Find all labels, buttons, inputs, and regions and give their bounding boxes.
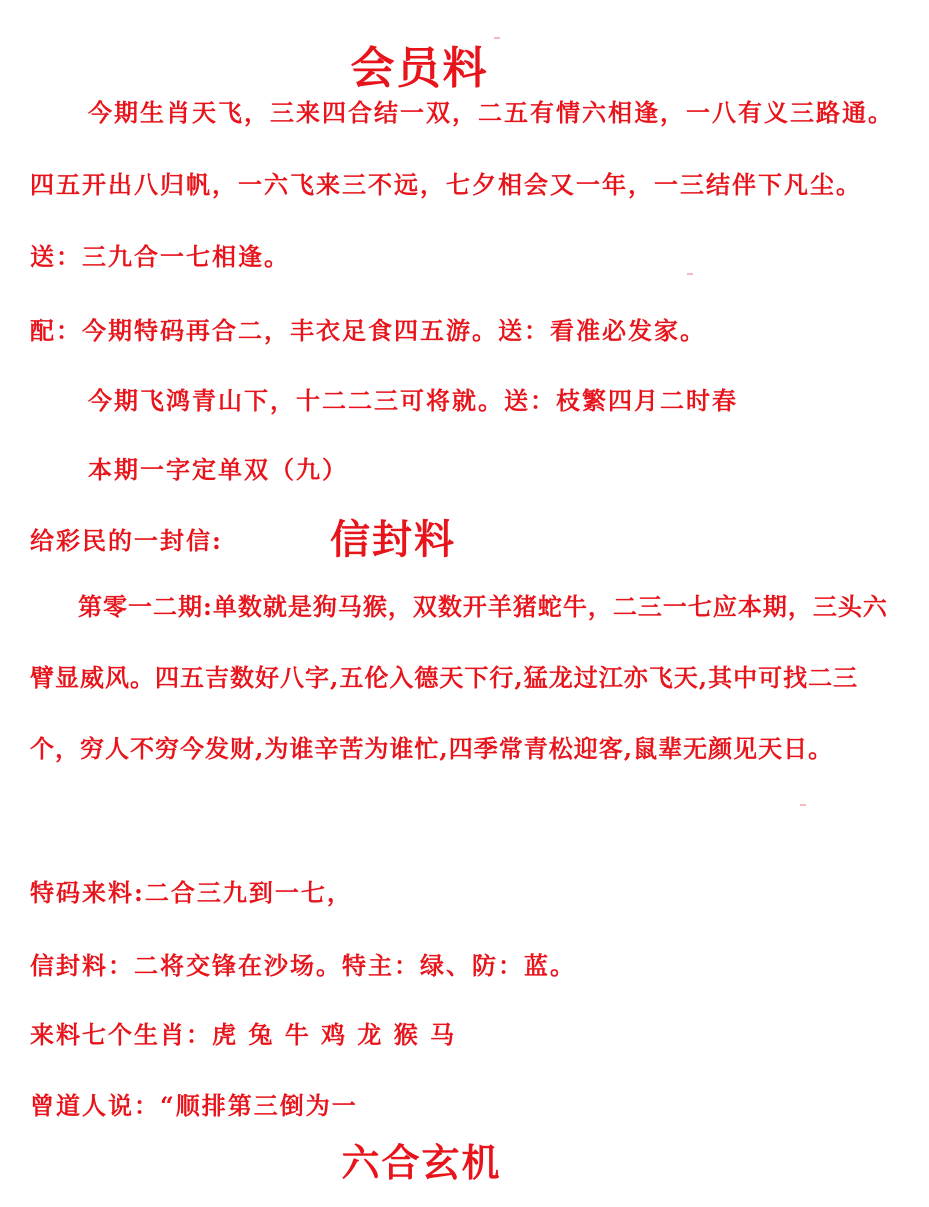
- issue-paragraph: 第零一二期:单数就是狗马猴，双数开羊猪蛇牛，二三一七应本期，三头六臂显威风。四五吉数好八字,五伦入德天下行,猛龙过江亦飞天,其中可找二三个，穷人不穷今发财,为谁辛苦为谁忙,四季常青松迎客,鼠辈无颜见天日。: [30, 592, 888, 763]
- tema-line: 特码来料:二合三九到一七，: [30, 878, 353, 907]
- intro-paragraph: 今期生肖天飞，三来四合结一双，二五有情六相逢，一八有义三路通。四五开出八归帆，一六飞来三不远，七夕相会又一年，一三结伴下凡尘。送：三九合一七相逢。: [30, 98, 894, 271]
- seven-zodiac-line: 来料七个生肖：虎 兔 牛 鸡 龙 猴 马: [30, 1020, 457, 1049]
- letter-label: 给彩民的一封信:: [30, 526, 223, 555]
- letter-heading: 信封料: [330, 516, 456, 563]
- zeng-line: 曾道人说：“顺排第三倒为一: [30, 1091, 358, 1120]
- today-line: 今期飞鸿青山下，十二二三可将就。送：枝繁四月二时春: [88, 386, 738, 415]
- pei-line: 配：今期特码再合二，丰衣足食四五游。送：看准必发家。: [30, 316, 706, 345]
- scan-speck: [800, 804, 806, 806]
- scan-speck: [494, 37, 500, 39]
- scan-speck: [687, 273, 693, 275]
- single-double-line: 本期一字定单双（九）: [88, 455, 348, 484]
- bottom-heading: 六合玄机: [341, 1140, 502, 1185]
- page-title: 会员料: [350, 43, 489, 94]
- xinfeng-line: 信封料：二将交锋在沙场。特主：绿、防：蓝。: [30, 951, 576, 980]
